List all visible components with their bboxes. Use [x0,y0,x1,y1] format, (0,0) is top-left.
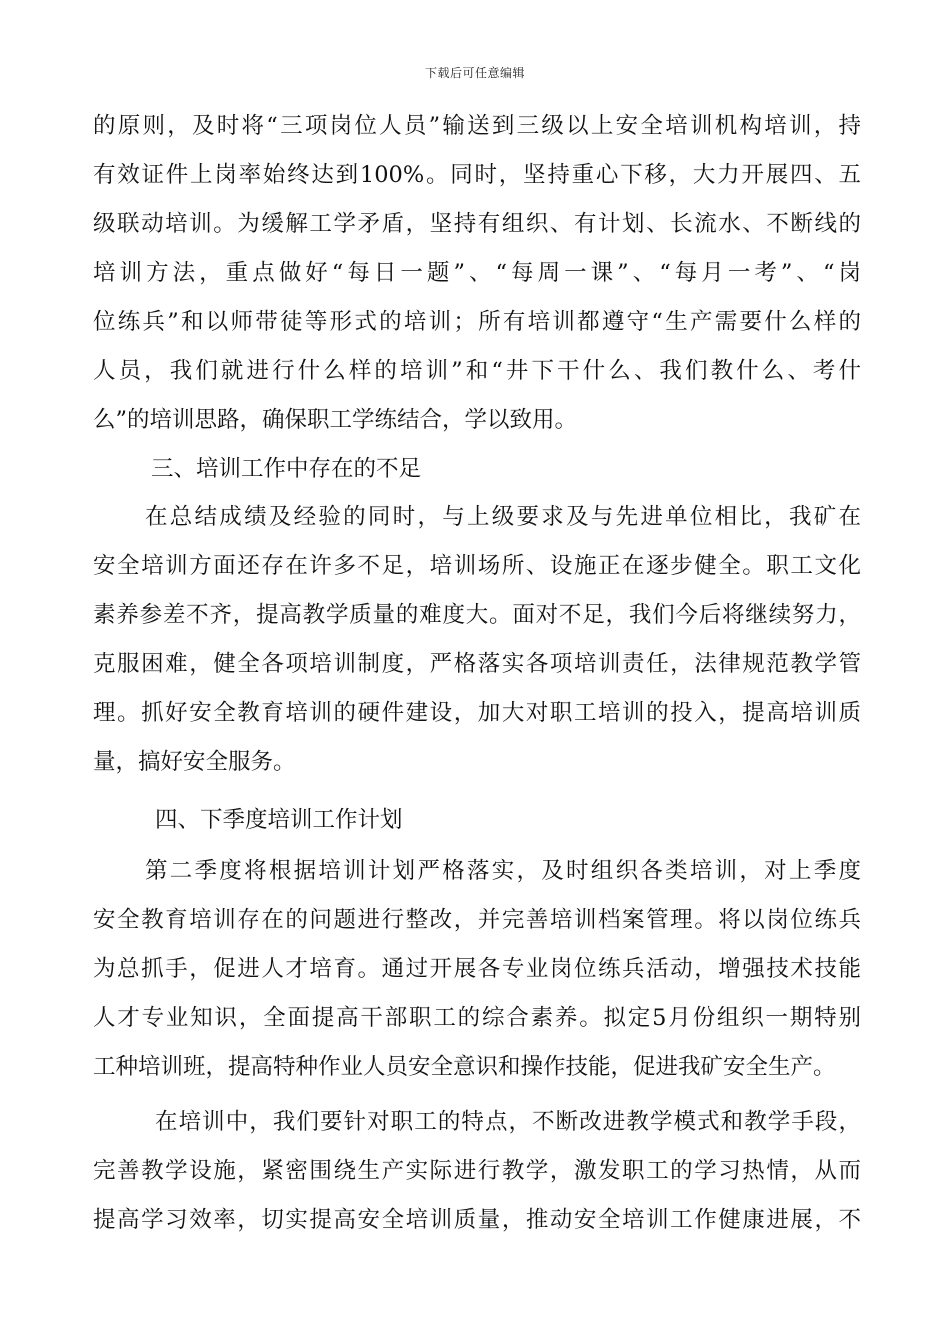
section-paragraph [93,1102,861,1249]
text-line: 工种培训班，提高特种作业人员安全意识和操作技能，促进我矿安全生产。 [93,1054,836,1080]
text-line: 人员，我们就进行什么样的培训”和“井下干什么、我们教什么、考什 [93,358,861,384]
section-paragraph [93,851,861,1096]
page-header: 下载后可任意编辑 [424,66,525,80]
text-line: 安全培训方面还存在许多不足，培训场所、设施正在逐步健全。职工文化 [93,553,861,579]
text-line: 提高学习效率，切实提高安全培训质量，推动安全培训工作健康进展，不 [93,1207,861,1233]
text-line: 有效证件上岗率始终达到100%。同时，坚持重心下移，大力开展四、五 [93,162,861,188]
text-line: 理。抓好安全教育培训的硬件建设，加大对职工培训的投入，提高培训质 [93,700,861,726]
text-line: 的原则，及时将“三项岗位人员”输送到三级以上安全培训机构培训，持 [93,113,861,139]
text-line: 在总结成绩及经验的同时，与上级要求及与先进单位相比，我矿在 [145,504,861,530]
section-heading: 四、下季度培训工作计划 [155,807,403,833]
text-line: 级联动培训。为缓解工学矛盾，坚持有组织、有计划、长流水、不断线的 [93,211,861,237]
document-body [93,106,861,1249]
text-line: 第二季度将根据培训计划严格落实，及时组织各类培训，对上季度 [145,858,861,884]
text-line: 位练兵”和以师带徒等形式的培训；所有培训都遵守“生产需要什么样的 [93,309,861,335]
text-line: 人才专业知识，全面提高干部职工的综合素养。拟定5月份组织一期特别 [93,1005,861,1031]
text-line: 完善教学设施，紧密围绕生产实际进行教学，激发职工的学习热情，从而 [93,1158,861,1184]
text-line: 安全教育培训存在的问题进行整改，并完善培训档案管理。将以岗位练兵 [93,907,861,933]
section-paragraph [93,497,861,791]
text-line: 素养参差不齐，提高教学质量的难度大。面对不足，我们今后将继续努力， [93,602,861,628]
text-line: 克服困难，健全各项培训制度，严格落实各项培训责任，法律规范教学管 [93,651,861,677]
paragraph-continuation [93,106,861,449]
section-heading: 三、培训工作中存在的不足 [151,456,422,482]
text-line: 么”的培训思路，确保职工学练结合，学以致用。 [93,407,578,433]
text-line: 量，搞好安全服务。 [93,749,296,775]
text-line: 在培训中，我们要针对职工的特点，不断改进教学模式和教学手段， [155,1109,861,1135]
text-line: 培训方法，重点做好“每日一题”、“每周一课”、“每月一考”、“岗 [93,260,861,286]
text-line: 为总抓手，促进人才培育。通过开展各专业岗位练兵活动，增强技术技能 [93,956,861,982]
